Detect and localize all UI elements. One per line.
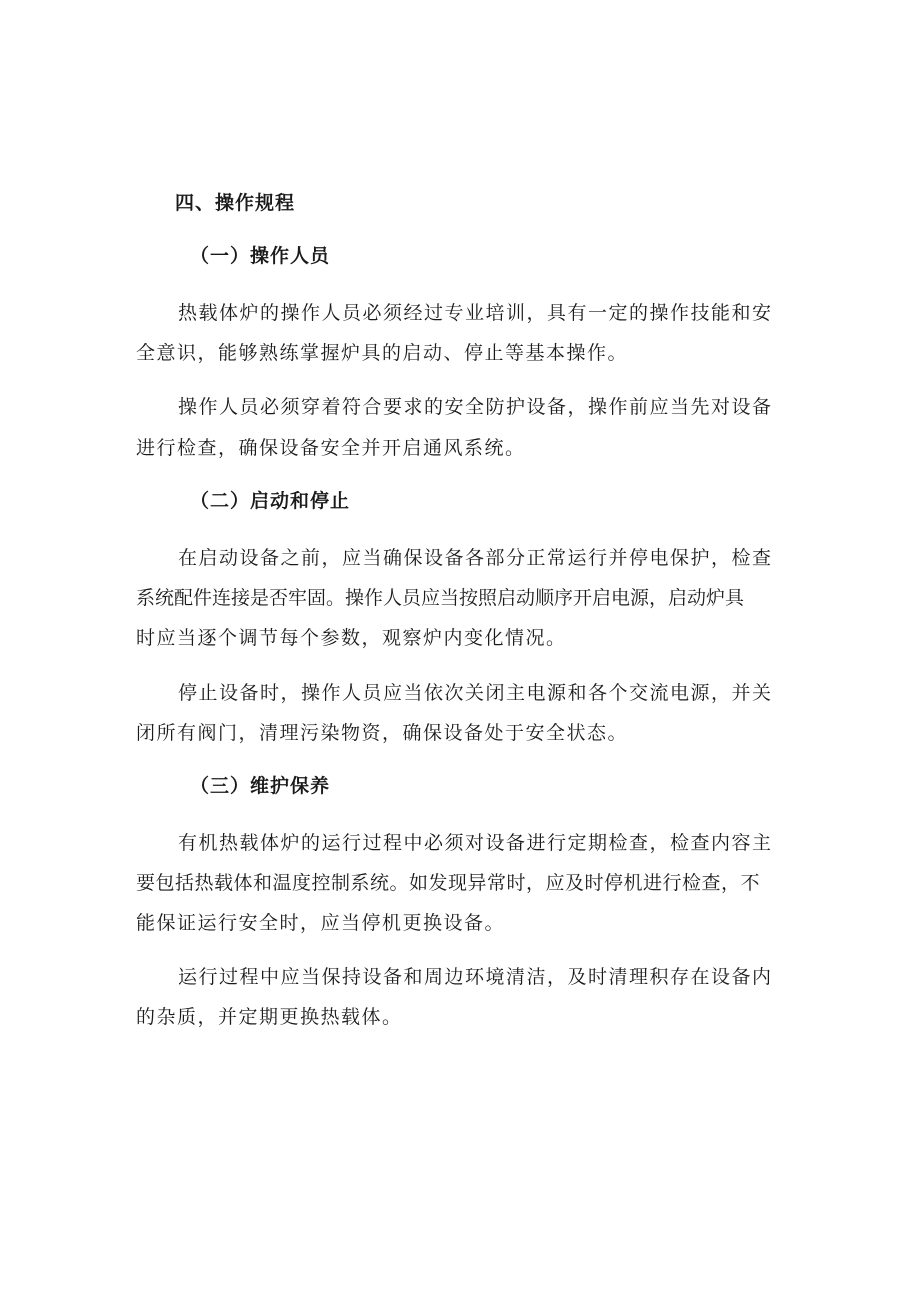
paragraph-line: 要包括热载体和温度控制系统。如发现异常时，应及时停机进行检查，不 (136, 872, 761, 894)
paragraph-line: 进行检查，确保设备安全并开启通风系统。 (136, 437, 526, 459)
paragraph-line: 在启动设备之前，应当确保设备各部分正常运行并停电保护，检查 (178, 547, 773, 569)
paragraph-line: 全意识，能够熟练掌握炉具的启动、停止等基本操作。 (136, 342, 629, 364)
paragraph-line: 系统配件连接是否牢固。操作人员应当按照启动顺序开启电源，启动炉具 (136, 587, 745, 609)
paragraph-line: 有机热载体炉的运行过程中必须对设备进行定期检查，检查内容主 (178, 832, 773, 854)
paragraph-line: 操作人员必须穿着符合要求的安全防护设备，操作前应当先对设备 (178, 396, 773, 418)
subsection-title-operators: （一）操作人员 (190, 245, 331, 267)
paragraph-line: 时应当逐个调节每个参数，观察炉内变化情况。 (136, 627, 567, 649)
paragraph-line: 能保证运行安全时，应当停机更换设备。 (136, 912, 506, 934)
paragraph-line: 热载体炉的操作人员必须经过专业培训，具有一定的操作技能和安 (178, 302, 773, 324)
paragraph-line: 运行过程中应当保持设备和周边环境清洁，及时清理积存在设备内 (178, 966, 773, 988)
paragraph-line: 闭所有阀门，清理污染物资，确保设备处于安全状态。 (136, 722, 629, 744)
subsection-title-maintenance: （三）维护保养 (190, 775, 331, 797)
paragraph-line: 的杂质，并定期更换热载体。 (136, 1006, 403, 1028)
section-title: 四、操作规程 (175, 192, 296, 214)
paragraph-line: 停止设备时，操作人员应当依次关闭主电源和各个交流电源，并关 (178, 682, 773, 704)
subsection-title-start-stop: （二）启动和停止 (190, 490, 351, 512)
